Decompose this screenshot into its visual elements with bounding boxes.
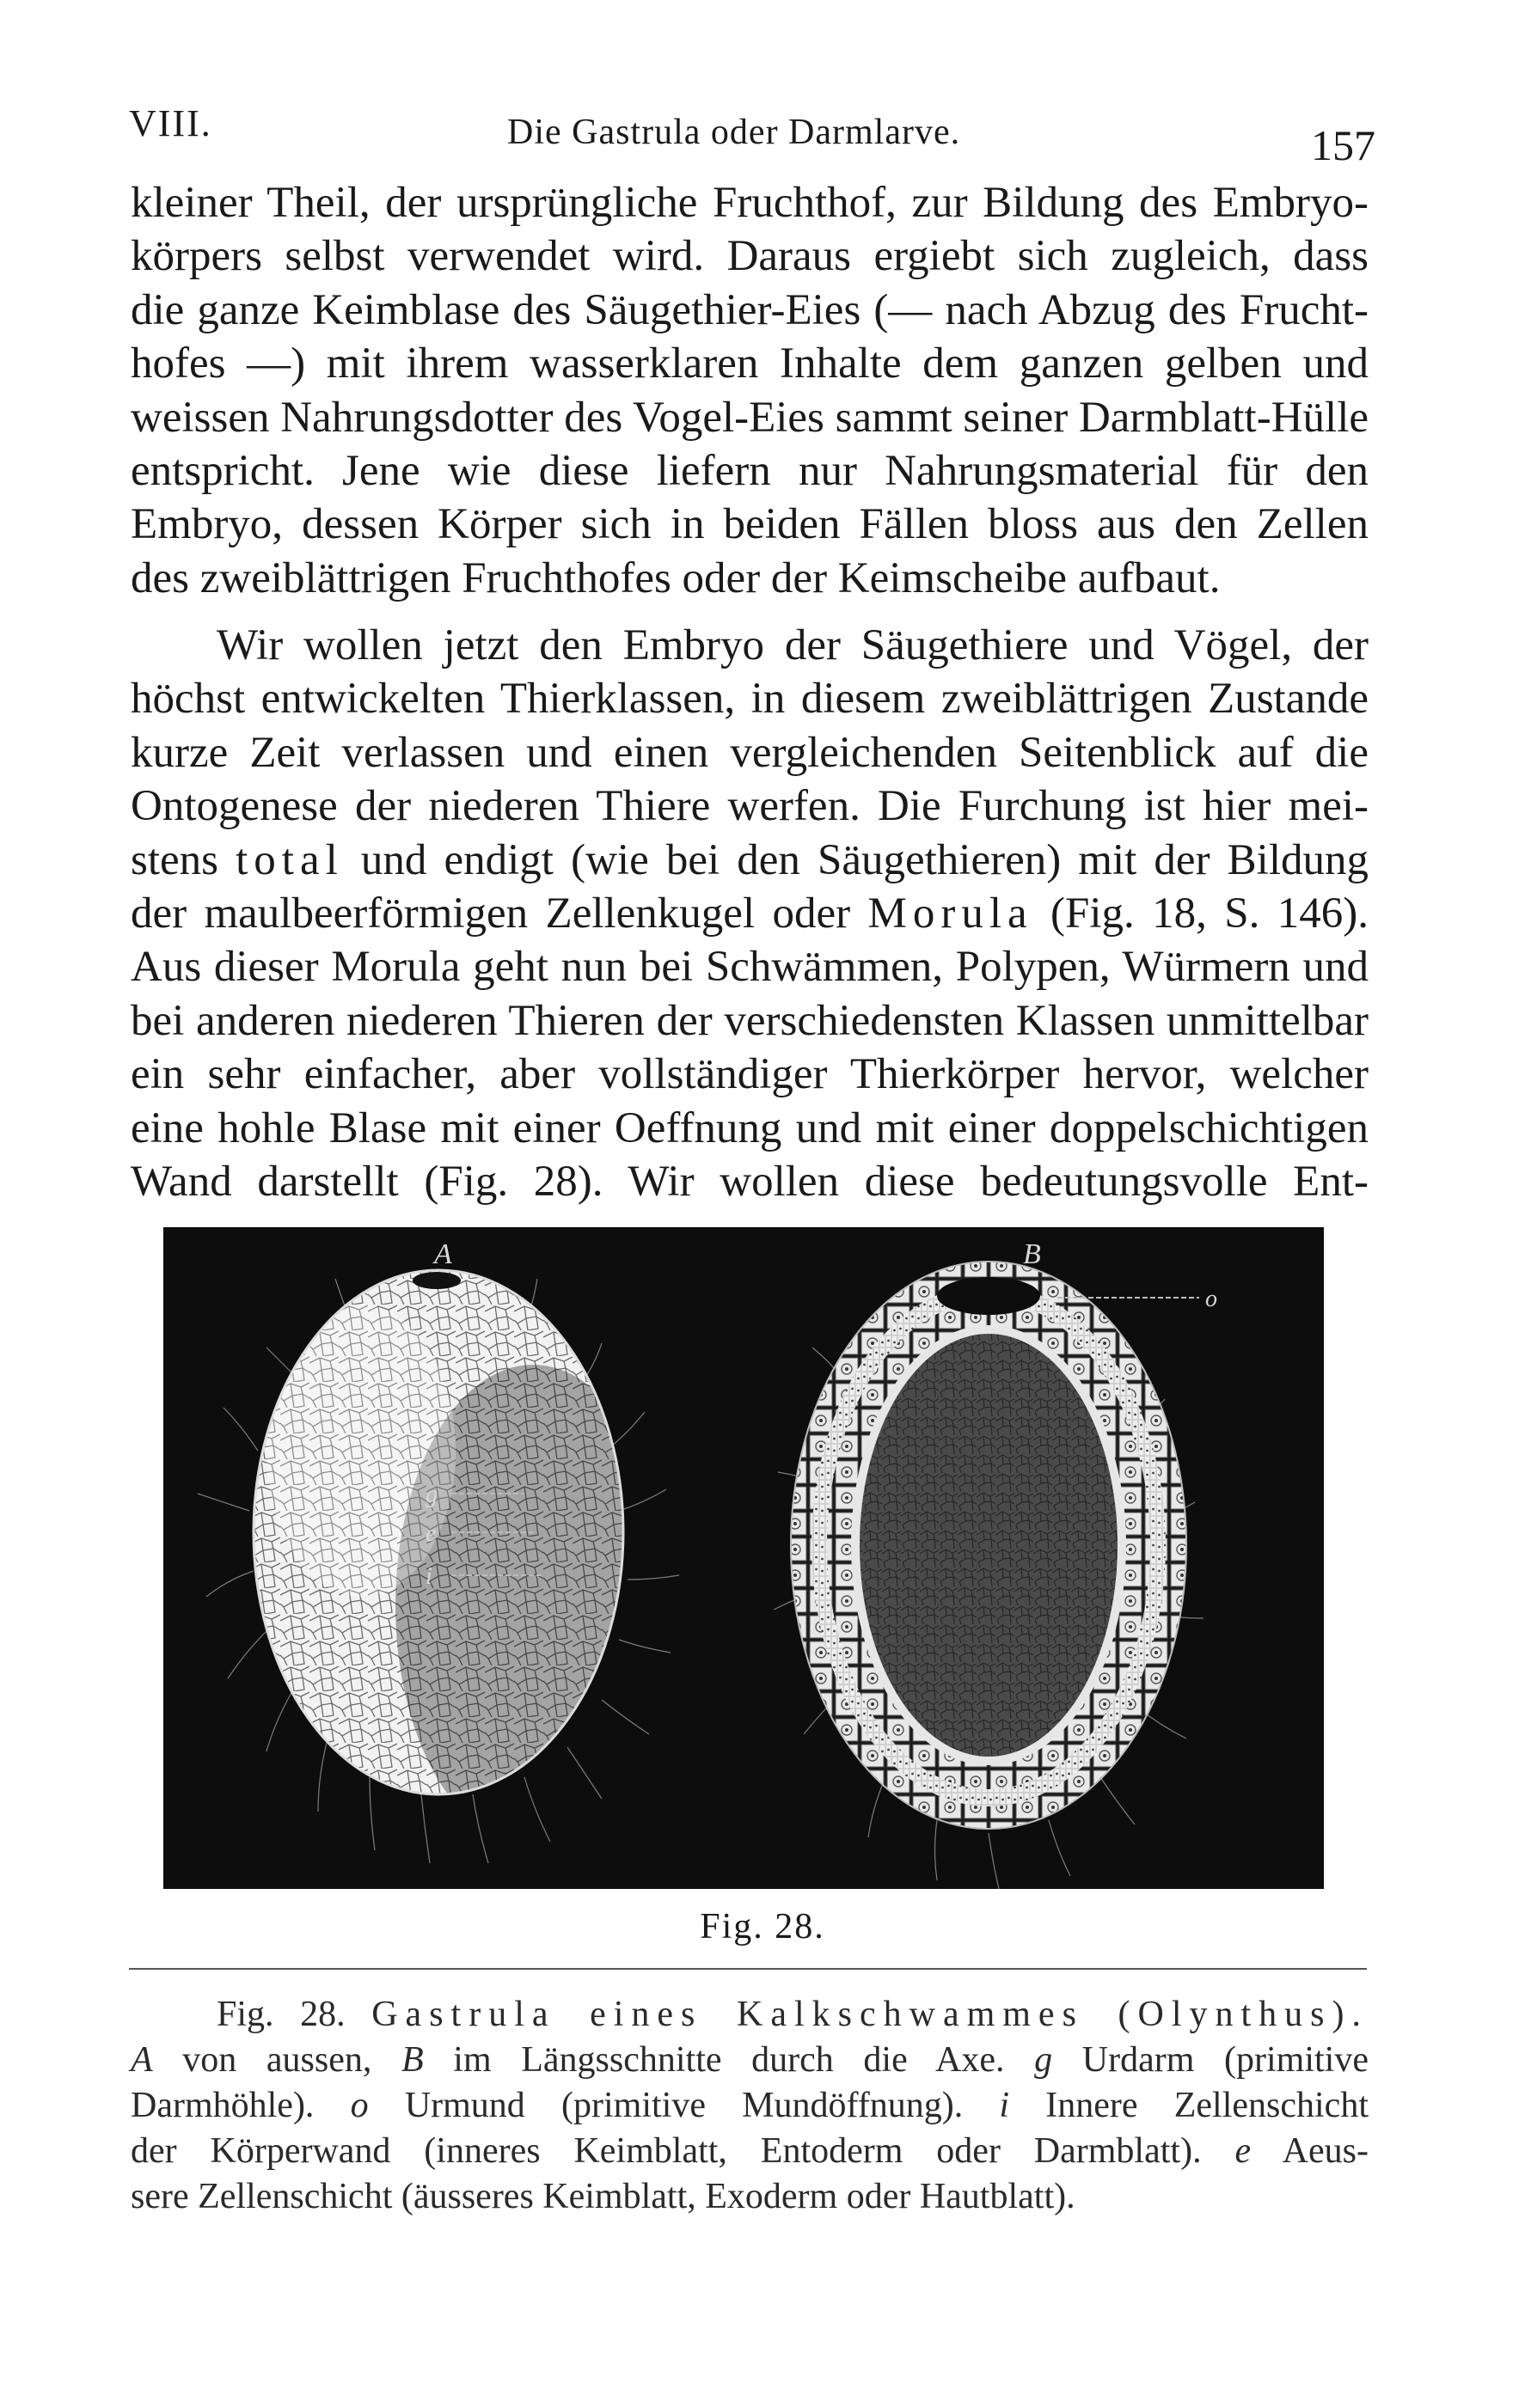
text-line: eine hohle Blase mit einer Oeffnung und mit einer doppelschichtigen — [131, 1103, 1369, 1152]
figure-label-b: B — [1023, 1238, 1041, 1270]
text-fragment: Aeus- — [1251, 2131, 1369, 2171]
caption-fig-ref: Fig. 28. — [217, 1995, 346, 2034]
page-header — [129, 101, 1375, 170]
text-line: bei anderen niederen Thieren der verschiedensten Klassen unmittelbar — [131, 996, 1369, 1045]
caption-line — [131, 2083, 1369, 2129]
text-line: hofes —) mit ihrem wasserklaren Inhalte dem ganzen gelben und — [131, 339, 1369, 388]
text-fragment: von aussen, — [152, 2040, 402, 2080]
text-line: ein sehr einfacher, aber vollständiger Thierkörper hervor, welcher — [131, 1050, 1369, 1099]
text-line — [131, 887, 1369, 940]
text-fragment: stens — [131, 835, 236, 884]
text-line: kurze Zeit verlassen und einen vergleichenden Seitenblick auf die — [131, 728, 1369, 777]
paragraph-2 — [131, 619, 1369, 1208]
text-line: die ganze Keimblase des Säugethier-Eies (— nach Abzug des Frucht- — [131, 285, 1369, 334]
caption-line — [131, 1992, 1369, 2038]
text-line: Wand darstellt (Fig. 28). Wir wollen diese bedeutungsvolle Ent- — [131, 1158, 1369, 1207]
text-line: kleiner Theil, der ursprüngliche Fruchthof, zur Bildung des Embryo- — [131, 179, 1369, 227]
caption-title: Gastrula eines Kalkschwammes (Olynthus). — [371, 1995, 1369, 2034]
chapter-number: VIII. — [129, 102, 212, 144]
figure-28-illustration — [163, 1227, 1324, 1889]
figure-number: Fig. 28. — [700, 1907, 825, 1947]
text-line: höchst entwickelten Thierklassen, in diesem zweiblättrigen Zustande — [131, 675, 1369, 724]
caption-line: sere Zellenschicht (äusseres Keimblatt, Exoderm oder Hautblatt). — [131, 2177, 1075, 2216]
text-fragment: im Längsschnitte durch die Axe. — [423, 2040, 1035, 2080]
text-line: weissen Nahrungsdotter des Vogel-Eies sammt seiner Darmblatt-Hülle — [131, 393, 1369, 442]
text-line: Embryo, dessen Körper sich in beiden Fällen bloss aus den Zellen — [131, 500, 1369, 549]
text-line: körpers selbst verwendet wird. Daraus ergiebt sich zugleich, dass — [131, 232, 1369, 281]
figure-label-e: e — [426, 1520, 437, 1547]
text-line: Aus dieser Morula geht nun bei Schwämmen, Polypen, Würmern und — [131, 943, 1369, 992]
caption-line — [131, 2129, 1369, 2174]
running-title: Die Gastrula oder Darmlarve. — [507, 113, 961, 152]
figure-label-g: g — [426, 1482, 438, 1508]
text-fragment: Urdarm (primitive — [1052, 2040, 1369, 2080]
text-fragment: der maulbeerförmigen Zellenkugel oder — [131, 889, 868, 938]
text-fragment: (Fig. 18, S. 146). — [1032, 889, 1369, 938]
caption-label-b: B — [401, 2040, 424, 2080]
spaced-term-morula: Morula — [867, 889, 1033, 938]
figure-label-a: A — [434, 1238, 452, 1270]
divider — [129, 1968, 1367, 1970]
text-fragment: der Körperwand (inneres Keimblatt, Entoderm oder Darmblatt). — [131, 2131, 1235, 2171]
text-line: entspricht. Jene wie diese liefern nur Nahrungsmaterial für den — [131, 447, 1369, 496]
figure-caption — [131, 1992, 1369, 2220]
text-fragment: und endigt (wie bei den Säugethieren) mit der Bildung — [343, 835, 1369, 884]
text-fragment: Urmund (primitive Mundöffnung). — [368, 2086, 1000, 2125]
page-number: 157 — [1311, 121, 1375, 169]
text-fragment: Innere Zellenschicht — [1009, 2086, 1369, 2125]
caption-line — [131, 2038, 1369, 2083]
caption-label-e: e — [1234, 2131, 1252, 2171]
text-line: des zweiblättrigen Fruchthofes oder der Keimscheibe aufbaut. — [131, 553, 1221, 602]
caption-label-a: A — [131, 2040, 153, 2080]
caption-label-i: i — [999, 2086, 1010, 2125]
caption-label-g: g — [1034, 2040, 1053, 2080]
specimen-b-section — [791, 1262, 1186, 1829]
text-line: Wir wollen jetzt den Embryo der Säugethiere und Vögel, der — [217, 621, 1369, 669]
figure-label-o: o — [1205, 1286, 1217, 1312]
spaced-term-total: total — [236, 835, 344, 884]
paragraph-1 — [131, 176, 1369, 605]
text-line — [131, 834, 1369, 887]
text-fragment: Darmhöhle). — [131, 2086, 351, 2125]
figure-label-i: i — [426, 1563, 432, 1590]
caption-label-o: o — [350, 2086, 369, 2125]
text-line: Ontogenese der niederen Thiere werfen. Die Furchung ist hier mei- — [131, 782, 1369, 831]
